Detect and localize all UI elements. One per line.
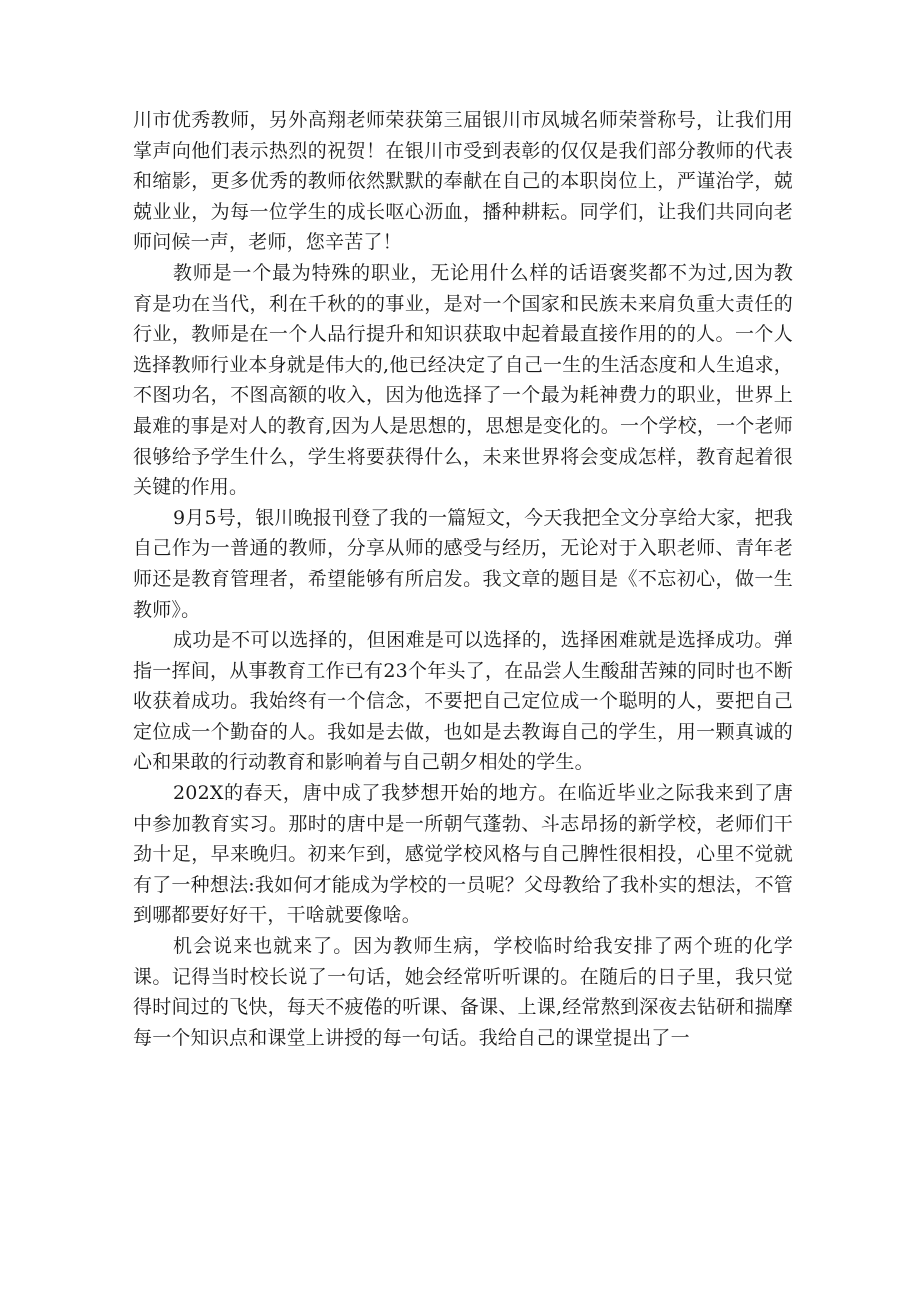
paragraph-5: 202X的春天，唐中成了我梦想开始的地方。在临近毕业之际我来到了唐中参加教育实习。那时的唐中是一所朝气蓬勃、斗志昂扬的新学校，老师们干劲十足，早来晚归。初来乍到，感觉学校风格与自己脾性很相投，心里不觉就有了一种想法:我如何才能成为学校的一员呢？父母教给了我朴实的想法，不管到哪都要好好干，干啥就要像啥。 bbox=[133, 782, 793, 927]
paragraph-3: 9月5号，银川晚报刊登了我的一篇短文，今天我把全文分享给大家，把我自己作为一普通的教师，分享从师的感受与经历，无论对于入职老师、青年老师还是教育管理者，希望能够有所启发。我文章的题目是《不忘初心，做一生教师》。 bbox=[133, 506, 793, 621]
paragraph-2: 教师是一个最为特殊的职业，无论用什么样的话语褒奖都不为过,因为教育是功在当代，利在千秋的的事业，是对一个国家和民族未来肩负重大责任的行业，教师是在一个人品行提升和知识获取中起着最直接作用的的人。一个人选择教师行业本身就是伟大的,他已经决定了自己一生的生活态度和人生追求，不图功名，不图高额的收入，因为他选择了一个最为耗神费力的职业，世界上最难的事是对人的教育,因为人是思想的，思想是变化的。一个学校，一个老师很够给予学生什么，学生将要获得什么，未来世界将会变成怎样，教育起着很关键的作用。 bbox=[133, 261, 793, 499]
paragraph-1: 川市优秀教师，另外高翔老师荣获第三届银川市凤城名师荣誉称号，让我们用掌声向他们表示热烈的祝贺！在银川市受到表彰的仅仅是我们部分教师的代表和缩影，更多优秀的教师依然默默的奉献在自己的本职岗位上，严谨治学，兢兢业业，为每一位学生的成长呕心沥血，播种耕耘。同学们，让我们共同向老师问候一声，老师，您辛苦了！ bbox=[133, 109, 793, 254]
paragraph-6: 机会说来也就来了。因为教师生病，学校临时给我安排了两个班的化学课。记得当时校长说了一句话，她会经常听听课的。在随后的日子里，我只觉得时间过的飞快，每天不疲倦的听课、备课、上课,经常熬到深夜去钻研和揣摩每一个知识点和课堂上讲授的每一句话。我给自己的课堂提出了一 bbox=[133, 935, 793, 1049]
paragraph-4: 成功是不可以选择的，但困难是可以选择的，选择困难就是选择成功。弹指一挥间，从事教育工作已有23个年头了，在品尝人生酸甜苦辣的同时也不断收获着成功。我始终有一个信念，不要把自己定位成一个聪明的人，要把自己定位成一个勤奋的人。我如是去做，也如是去教诲自己的学生，用一颗真诚的心和果敢的行动教育和影响着与自己朝夕相处的学生。 bbox=[133, 629, 793, 774]
document-body bbox=[133, 105, 793, 1053]
